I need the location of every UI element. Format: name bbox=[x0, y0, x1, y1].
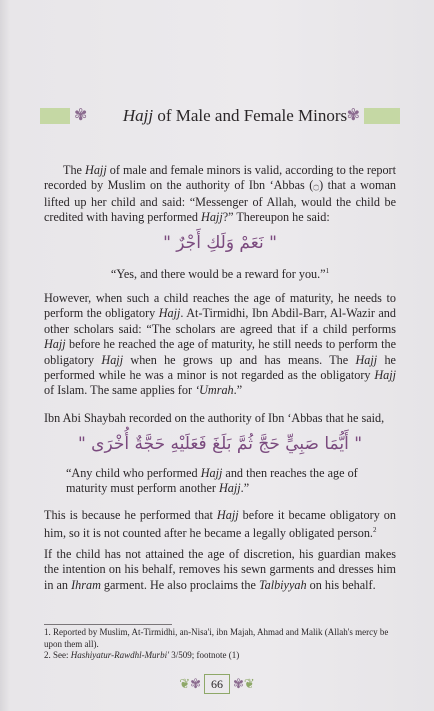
title-bar-right-accent bbox=[364, 108, 400, 124]
footnote-ref-2: 2 bbox=[372, 526, 377, 535]
floral-ornament-icon: ✾ bbox=[346, 105, 360, 124]
translation-quote-2: “Any child who performed Hajj and then reaches the age of maturity must perform another Hajj.” bbox=[66, 466, 358, 496]
arabic-quote-1: " نَعَمْ وَلَكِ أَجْرٌ " bbox=[163, 233, 277, 253]
page-number: 66 bbox=[204, 674, 230, 694]
paragraph-3: Ibn Abi Shaybah recorded on the authority of Ibn ‘Abbas that he said, bbox=[44, 411, 385, 425]
footnotes bbox=[44, 627, 396, 662]
floral-ornament-icon: ✾ bbox=[74, 105, 88, 124]
footnote-divider bbox=[44, 624, 172, 625]
paragraph-4: This is because he performed that Hajj before it became obligatory on him, so it is not counted after he became a legally obligated person.$^2$ bbox=[44, 508, 396, 541]
floral-ornament-icon: ✾ bbox=[190, 676, 201, 692]
paragraph-1: The Hajj of male and female minors is valid, according to the report recorded by Muslim on the authority of Ibn ‘Abbas (۝) that a woman lifted up her child and said: “Messenger of Allah, would the child be credited with having performed Hajj?” Thereupon he said: bbox=[44, 163, 396, 225]
footnote-2: 2. See: Hashiyatur-Rawdhl-Murbi' 3/509; footnote (1) bbox=[44, 650, 240, 660]
floral-ornament-icon: ✾ bbox=[233, 676, 244, 692]
arabic-quote-2: " أَيُّمَا صَبِيٍّ حَجَّ ثُمَّ بَلَغَ فَعَلَيْهِ حَجَّةٌ أُخْرَى " bbox=[77, 434, 363, 454]
paragraph-5: If the child has not attained the age of discretion, his guardian makes the intention on his behalf, removes his sewn garments and dresses him in an Ihram garment. He also proclaims the Talbiyyah on his behalf. bbox=[44, 547, 396, 592]
footnote-1: 1. Reported by Muslim, At-Tirmidhi, an-Nisa'i, ibn Majah, Ahmad and Malik (Allah's mercy be upon them all). bbox=[44, 627, 389, 649]
page-footer bbox=[0, 674, 434, 696]
translation-quote-1: “Yes, and there would be a reward for you.”$^1$ bbox=[110, 267, 330, 282]
chapter-title: Hajj of Male and Female Minors bbox=[122, 106, 348, 125]
paragraph-2: However, when such a child reaches the age of maturity, he needs to perform the obligatory Hajj. At-Tirmidhi, Ibn Abdil-Barr, Al-Wazir and other scholars said: “The scholars are agreed that if a child performs Hajj before he reached the age of maturity, he still needs to perform the obligatory Hajj when he grows up and has means. The Hajj he performed while he was a minor is not regarded as the obligatory Hajj of Islam. The same applies for ‘Umrah.” bbox=[44, 291, 396, 398]
leaf-ornament-icon: ❦ bbox=[179, 676, 191, 692]
leaf-ornament-icon: ❦ bbox=[243, 676, 255, 692]
chapter-title-bar bbox=[40, 104, 400, 128]
honorific-glyph: ۝ bbox=[313, 181, 320, 193]
title-bar-left-accent bbox=[40, 108, 70, 124]
footnote-ref-1: 1 bbox=[325, 267, 330, 275]
